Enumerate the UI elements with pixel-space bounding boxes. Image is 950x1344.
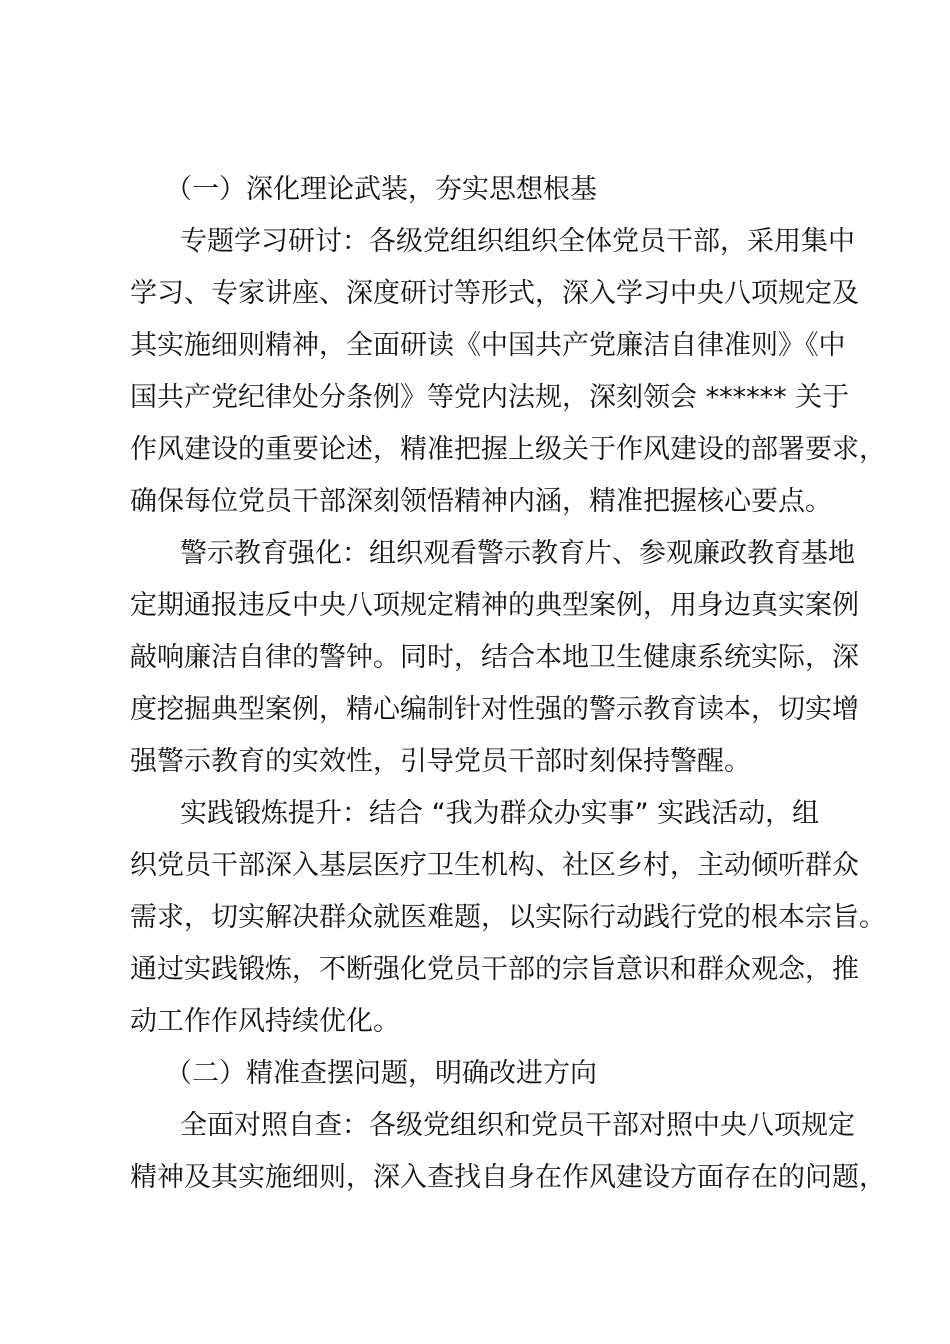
paragraph-line: 敲响廉洁自律的警钟。同时，结合本地卫生健康系统实际，深 <box>130 642 859 673</box>
paragraph-line: 动工作作风持续优化。 <box>130 1006 400 1037</box>
paragraph-line: 需求，切实解决群众就医难题，以实际行动践行党的根本宗旨。 <box>130 902 886 933</box>
section-heading-2: （二）精准查摆问题，明确改进方向 <box>165 1058 597 1089</box>
paragraph-line: 度挖掘典型案例，精心编制针对性强的警示教育读本，切实增 <box>130 694 859 725</box>
paragraph-line: 专题学习研讨：各级党组织组织全体党员干部，采用集中 <box>180 226 855 257</box>
paragraph-line: 警示教育强化：组织观看警示教育片、参观廉政教育基地 <box>180 538 855 569</box>
paragraph-line: 实践锻炼提升：结合 “我为群众办实事” 实践活动，组 <box>180 798 820 829</box>
paragraph-line: 强警示教育的实效性，引导党员干部时刻保持警醒。 <box>130 746 751 777</box>
paragraph-line: 作风建设的重要论述，精准把握上级关于作风建设的部署要求， <box>130 434 886 465</box>
paragraph-line: 国共产党纪律处分条例》等党内法规，深刻领会 ****** 关于 <box>130 382 850 413</box>
paragraph-line: 学习、专家讲座、深度研讨等形式，深入学习中央八项规定及 <box>130 278 859 309</box>
paragraph-line: 全面对照自查：各级党组织和党员干部对照中央八项规定 <box>180 1110 855 1141</box>
paragraph-line: 确保每位党员干部深刻领悟精神内涵，精准把握核心要点。 <box>130 486 832 517</box>
section-heading-1: （一）深化理论武装，夯实思想根基 <box>165 174 597 205</box>
paragraph-line: 通过实践锻炼，不断强化党员干部的宗旨意识和群众观念，推 <box>130 954 859 985</box>
paragraph-line: 其实施细则精神，全面研读《中国共产党廉洁自律准则》《中 <box>130 330 846 361</box>
paragraph-line: 织党员干部深入基层医疗卫生机构、社区乡村，主动倾听群众 <box>130 850 859 881</box>
paragraph-line: 精神及其实施细则，深入查找自身在作风建设方面存在的问题， <box>130 1162 886 1193</box>
paragraph-line: 定期通报违反中央八项规定精神的典型案例，用身边真实案例 <box>130 590 859 621</box>
